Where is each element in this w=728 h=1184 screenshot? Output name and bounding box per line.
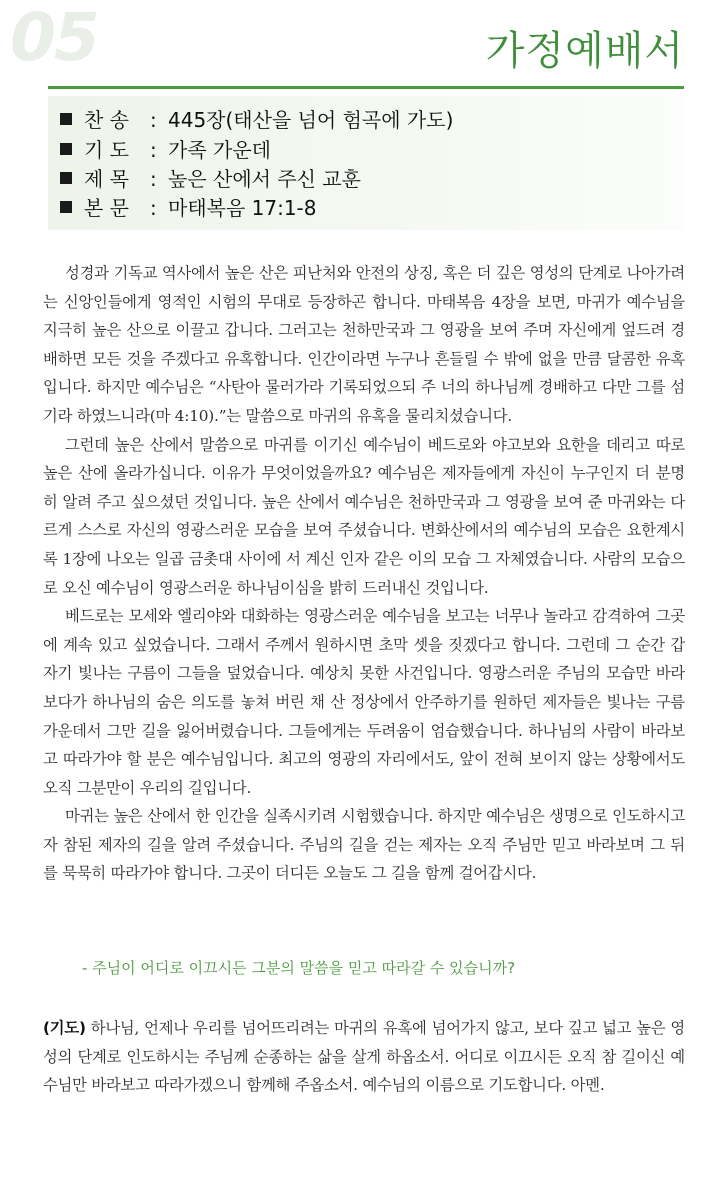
- reflection-question: - 주님이 어디로 이끄시든 그분의 말씀을 믿고 따라갈 수 있습니까?: [82, 959, 516, 977]
- sermon-paragraph: 성경과 기독교 역사에서 높은 산은 피난처와 안전의 상징, 혹은 더 깊은 영성의 단계로 나아가려는 신앙인들에게 영적인 시험의 무대로 등장하곤 합니다. 마태복음 4장을 보면, 마귀가 예수님을 지극히 높은 산으로 이끌고 갑니다. 그러고는 천하만국과 그 영광을 보여 주며 자신에게 엎드려 경배하면 모든 것을 주겠다고 유혹합니다. 인간이라면 누구나 흔들릴 수 밖에 없을 만큼 달콤한 유혹입니다. 하지만 예수님은 “사탄아 물러가라 기록되었으되 주 너의 하나님께 경배하고 다만 그를 섬기라 하였느니라(마 4:10).”는 말씀으로 마귀의 유혹을 물리치셨습니다.: [43, 264, 685, 425]
- sermon-body: [43, 259, 685, 888]
- square-bullet-icon: [60, 143, 72, 155]
- page-title: 가정예배서: [485, 28, 684, 74]
- info-colon: :: [150, 138, 157, 162]
- page-number: 05: [10, 0, 98, 76]
- info-label: 찬 송: [84, 108, 129, 132]
- sermon-paragraph: 그런데 높은 산에서 말씀으로 마귀를 이기신 예수님이 베드로와 야고보와 요한을 데리고 따로 높은 산에 올라가십니다. 이유가 무엇이었을까요? 예수님은 제자들에게 자신이 누구인지 더 분명히 알려 주고 싶으셨던 것입니다. 높은 산에서 예수님은 천하만국과 그 영광을 보여 준 마귀와는 다르게 스스로 자신의 영광스러운 모습을 보여 주셨습니다. 변화산에서의 예수님의 모습은 요한계시록 1장에 나오는 일곱 금촛대 사이에 서 계신 인자 같은 이의 모습 그 자체였습니다. 사람의 모습으로 오신 예수님이 영광스러운 하나님이심을 밝히 드러내신 것입니다.: [43, 435, 685, 597]
- info-row-scripture: [60, 194, 680, 222]
- info-row-prayer: [60, 136, 680, 164]
- info-value: 높은 산에서 주신 교훈: [168, 167, 361, 191]
- worship-info-box: [48, 96, 684, 230]
- info-colon: :: [150, 196, 157, 220]
- info-label: 제 목: [84, 167, 129, 191]
- info-row-hymn: [60, 106, 680, 134]
- info-value: 마태복음 17:1-8: [168, 196, 317, 220]
- prayer-text: 하나님, 언제나 우리를 넘어뜨리려는 마귀의 유혹에 넘어가지 않고, 보다 깊고 넓고 높은 영성의 단계로 인도하시는 주님께 순종하는 삶을 살게 하옵소서. 어디로 이끄시든 오직 참 길이신 예수님만 바라보고 따라가겠으니 함께해 주옵소서. 예수님의 이름으로 기도합니다. 아멘.: [43, 1019, 685, 1095]
- square-bullet-icon: [60, 172, 72, 184]
- info-value: 445장(태산을 넘어 험곡에 가도): [168, 108, 454, 132]
- info-value: 가족 가운데: [168, 138, 271, 162]
- sermon-paragraph: 마귀는 높은 산에서 한 인간을 실족시키려 시험했습니다. 하지만 예수님은 생명으로 인도하시고자 참된 제자의 길을 알려 주셨습니다. 주님의 길을 걷는 제자는 오직 주님만 믿고 바라보며 그 뒤를 묵묵히 따라가야 합니다. 그곳이 더디든 오늘도 그 길을 함께 걸어갑시다.: [43, 807, 685, 883]
- prayer-label: (기도): [43, 1019, 86, 1037]
- header-divider: [48, 86, 684, 89]
- prayer-section: [43, 1014, 685, 1100]
- square-bullet-icon: [60, 113, 72, 125]
- info-colon: :: [150, 167, 157, 191]
- info-label: 기 도: [84, 138, 129, 162]
- square-bullet-icon: [60, 201, 72, 213]
- sermon-paragraph: 베드로는 모세와 엘리야와 대화하는 영광스러운 예수님을 보고는 너무나 놀라고 감격하여 그곳에 계속 있고 싶었습니다. 그래서 주께서 원하시면 초막 셋을 짓겠다고 합니다. 그런데 그 순간 갑자기 빛나는 구름이 그들을 덮었습니다. 예상치 못한 사건입니다. 영광스러운 주님의 모습만 바라보다가 하나님의 숨은 의도를 놓쳐 버린 채 산 정상에서 안주하기를 원하던 제자들은 빛나는 구름 가운데서 그만 길을 잃어버렸습니다. 그들에게는 두려움이 엄습했습니다. 하나님의 사람이 바라보고 따라가야 할 분은 예수님입니다. 최고의 영광의 자리에서도, 앞이 전혀 보이지 않는 상황에서도 오직 그분만이 우리의 길입니다.: [43, 607, 685, 797]
- info-label: 본 문: [84, 196, 129, 220]
- info-colon: :: [150, 108, 157, 132]
- info-row-subject: [60, 165, 680, 193]
- prayer-paragraph: [43, 1014, 685, 1100]
